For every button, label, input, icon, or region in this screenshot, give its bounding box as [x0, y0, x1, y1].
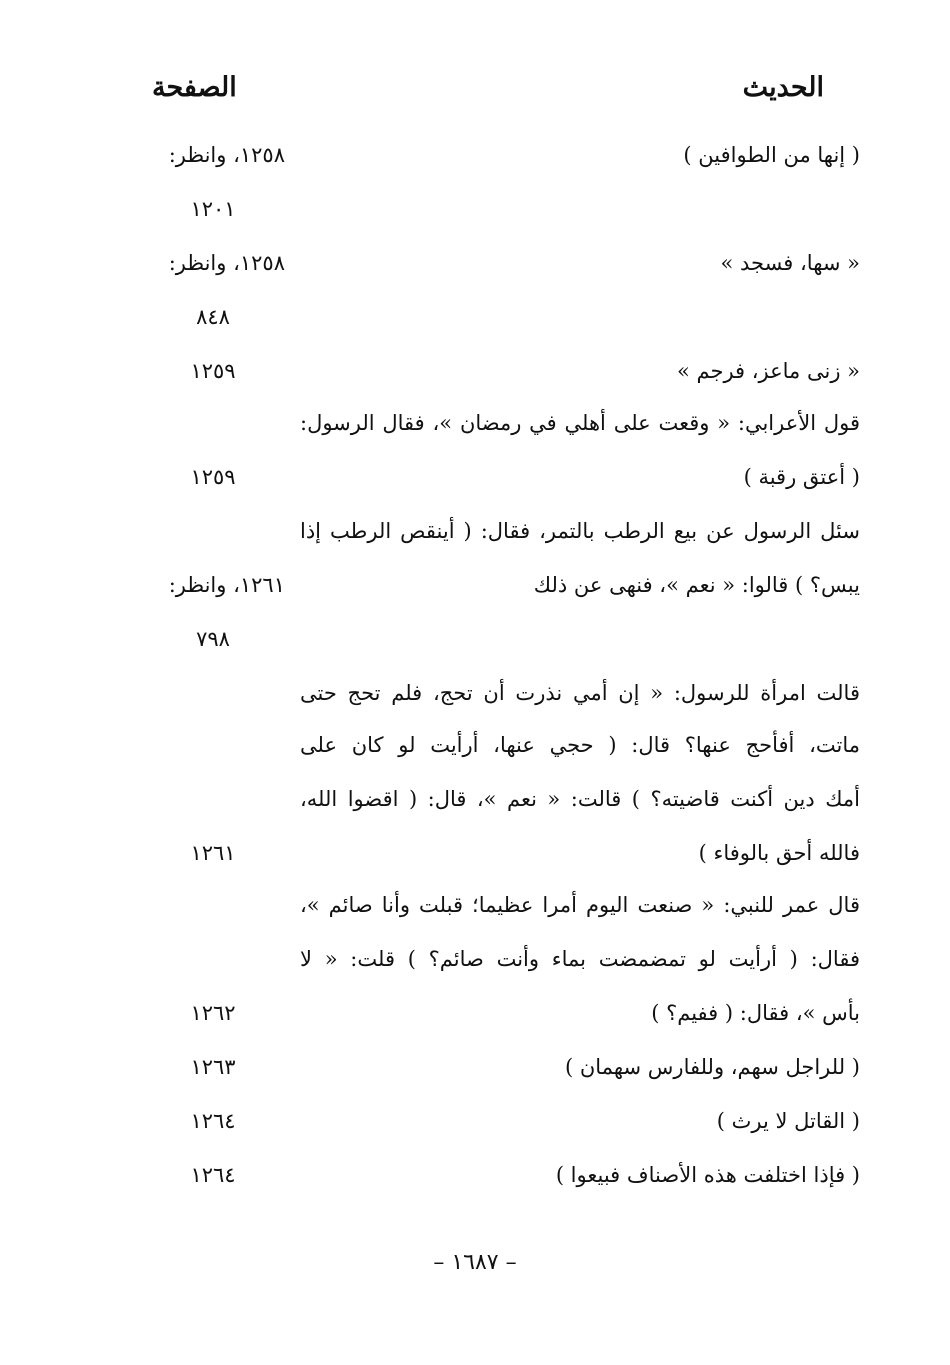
hadith-text: أمك دين أكنت قاضيته؟ ) قالت: « نعم »، قال: ( اقضوا الله،: [300, 787, 860, 811]
column-header-hadith: الحديث: [742, 72, 824, 103]
page-number: – ١٦٨٧ –: [433, 1250, 517, 1275]
hadith-text: ( القاتل لا يرث ): [716, 1109, 860, 1133]
page-ref: ١٢٥٨، وانظر:: [168, 251, 285, 275]
page-ref: ١٢٥٩: [190, 465, 236, 489]
hadith-text: سئل الرسول عن بيع الرطب بالتمر، فقال: ( أينقص الرطب إذا: [300, 519, 860, 543]
page-ref: ٧٩٨: [196, 627, 230, 651]
page-ref: ١٢٦٣: [190, 1055, 236, 1079]
hadith-text: فقال: ( أرأيت لو تمضمضت بماء وأنت صائم؟ ) قلت: « لا: [300, 947, 860, 971]
page-ref: ٨٤٨: [196, 305, 230, 329]
page-ref: ١٢٦١: [190, 841, 236, 865]
page-ref: ١٢٦٤: [190, 1109, 236, 1133]
page-ref: ١٢٠١: [190, 197, 236, 221]
hadith-text: « سها، فسجد »: [720, 251, 860, 275]
hadith-text: يبس؟ ) قالوا: « نعم »، فنهى عن ذلك: [533, 573, 860, 597]
hadith-text: قالت امرأة للرسول: « إن أمي نذرت أن تحج، فلم تحج حتى: [300, 681, 860, 705]
hadith-text: فالله أحق بالوفاء ): [698, 841, 860, 865]
hadith-text: « زنى ماعز، فرجم »: [676, 359, 860, 383]
hadith-text: قال عمر للنبي: « صنعت اليوم أمرا عظيما؛ قبلت وأنا صائم »،: [300, 893, 860, 917]
page-ref: ١٢٦٤: [190, 1163, 236, 1187]
column-header-page: الصفحة: [152, 72, 237, 103]
page-ref: ١٢٥٩: [190, 359, 236, 383]
page-ref: ١٢٦٢: [190, 1001, 236, 1025]
hadith-text: ( إنها من الطوافين ): [683, 143, 860, 167]
hadith-text: ( أعتق رقبة ): [743, 465, 860, 489]
hadith-text: ماتت، أفأحج عنها؟ قال: ( حجي عنها، أرأيت لو كان على: [300, 733, 860, 757]
hadith-text: ( فإذا اختلفت هذه الأصناف فبيعوا ): [555, 1163, 860, 1187]
hadith-text: ( للراجل سهم، وللفارس سهمان ): [565, 1055, 860, 1079]
hadith-text: قول الأعرابي: « وقعت على أهلي في رمضان »، فقال الرسول:: [300, 411, 860, 435]
page-ref: ١٢٦١، وانظر:: [168, 573, 285, 597]
page-ref: ١٢٥٨، وانظر:: [168, 143, 285, 167]
hadith-text: بأس »، فقال: ( ففيم؟ ): [651, 1001, 860, 1025]
